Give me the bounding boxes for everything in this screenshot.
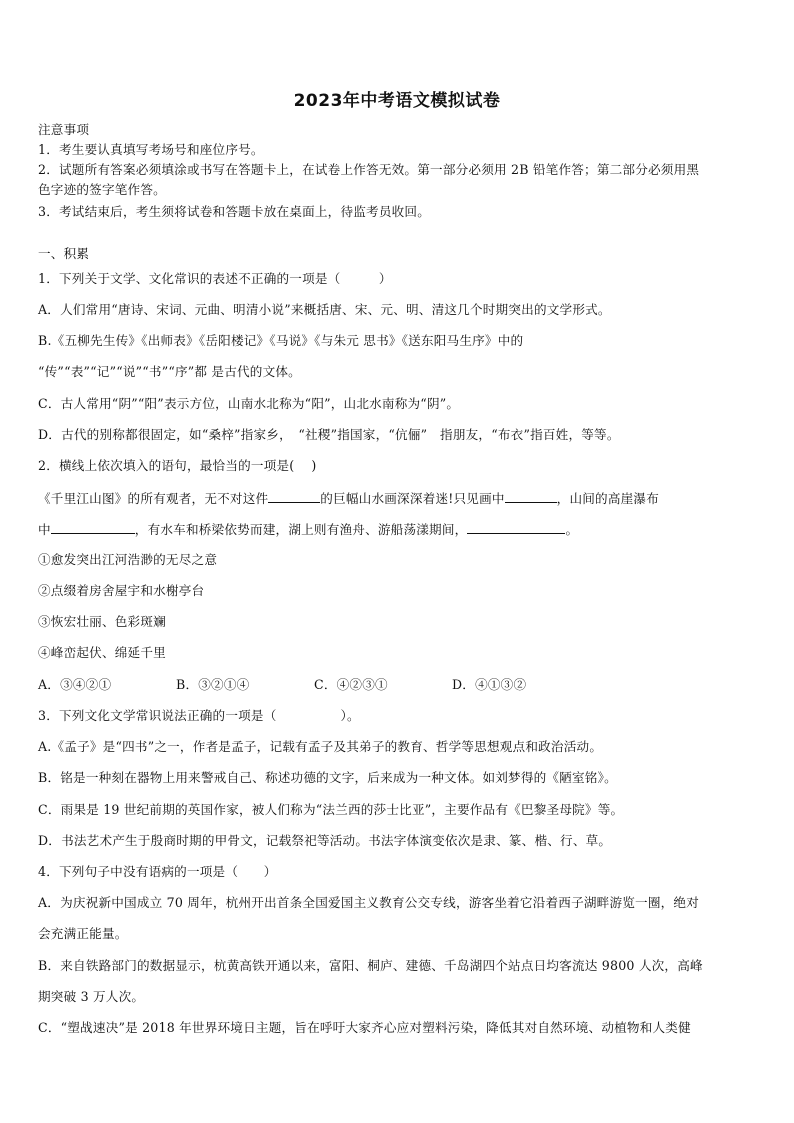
note-item: 3．考试结束后，考生须将试卷和答题卡放在桌面上，待监考员收回。 (38, 204, 431, 219)
q1-option-d: D．古代的别称都很固定，如“桑梓”指家乡， “社稷”指国家，“伉俪” 指朋友，“布衣”指百姓，等等。 (38, 427, 620, 442)
q2-choice-a: A．③④②① (38, 677, 112, 692)
q4-option-b: B．来自铁路部门的数据显示，杭黄高铁开通以来，富阳、桐庐、建德、千岛湖四个站点日均客流达 9800 人次，高峰 (38, 958, 703, 973)
notes-heading: 注意事项 (38, 122, 90, 137)
q3-option-c: C．雨果是 19 世纪前期的英国作家，被人们称为“法兰西的莎士比亚”，主要作品有《巴黎圣母院》等。 (38, 802, 624, 817)
q2-choice-b: B．③②①④ (176, 677, 250, 692)
q3-option-b: B．铭是一种刻在器物上用来警戒自己、称述功德的文字，后来成为一种文体。如刘梦得的《陋室铭》。 (38, 770, 617, 785)
q2-item: ①愈发突出江河浩渺的无尽之意 (38, 552, 218, 567)
q2-passage-line1 (38, 490, 760, 507)
q2-item: ④峰峦起伏、绵延千里 (38, 645, 166, 660)
q4-option-a: A．为庆祝新中国成立 70 周年，杭州开出首条全国爱国主义教育公交专线，游客坐着它沿着西子湖畔游览一圈，绝对 (38, 895, 700, 910)
q2-text: 。 (565, 522, 579, 537)
section-heading: 一、积累 (38, 246, 90, 261)
q1-option-a: A．人们常用“唐诗、宋词、元曲、明清小说”来概括唐、宋、元、明、清这几个时期突出的文学形式。 (38, 302, 611, 317)
q3-option-d: D．书法艺术产生于殷商时期的甲骨文，记载祭祀等活动。书法字体演变依次是隶、篆、楷、行、草。 (38, 833, 612, 848)
note-item: 2．试题所有答案必须填涂或书写在答题卡上，在试卷上作答无效。第一部分必须用 2B 铅笔作答；第二部分必须用黑 (38, 162, 700, 177)
q4-stem: 4．下列句子中没有语病的一项是（ ） (38, 864, 277, 879)
q4-option-c: C．“塑战速决”是 2018 年世界环境日主题，旨在呼吁大家齐心应对塑料污染，降低其对自然环境、动植物和人类健 (38, 1020, 691, 1035)
fill-blank (467, 521, 565, 534)
q1-option-b: B.《五柳先生传》《出师表》《岳阳楼记》《马说》《与朱元 思书》《送东阳马生序》中的 (38, 333, 524, 348)
note-item: 色字迹的签字笔作答。 (38, 182, 166, 197)
q2-stem: 2．横线上依次填入的语句，最恰当的一项是( ) (38, 458, 317, 473)
q2-choice-c: C．④②③① (314, 677, 388, 692)
fill-blank (505, 490, 557, 503)
q2-item: ③恢宏壮丽、色彩斑斓 (38, 614, 166, 629)
q2-choices (38, 677, 760, 693)
q1-stem: 1．下列关于文学、文化常识的表述不正确的一项是（ ） (38, 271, 392, 286)
q2-passage-line2 (38, 521, 760, 538)
q1-option-c: C．古人常用“阴”“阳”表示方位，山南水北称为“阳”，山北水南称为“阴”。 (38, 396, 460, 411)
q1-option-b-cont: “传”“表”“记”“说”“书”“序”都 是古代的文体。 (38, 364, 301, 379)
q4-option-b-cont: 期突破 3 万人次。 (38, 989, 145, 1004)
q2-text: 的巨幅山水画深深着迷!只见画中 (320, 491, 505, 506)
q2-item: ②点缀着房舍屋宇和水榭亭台 (38, 583, 205, 598)
page-title: 2023年中考语文模拟试卷 (293, 91, 501, 111)
q4-option-a-cont: 会充满正能量。 (38, 926, 128, 941)
fill-blank (268, 490, 320, 503)
note-item: 1．考生要认真填写考场号和座位序号。 (38, 142, 264, 157)
q2-text: ，山间的高崖瀑布 (556, 491, 660, 506)
q3-option-a: A.《孟子》是“四书”之一，作者是孟子，记载有孟子及其弟子的教育、哲学等思想观点和政治活动。 (38, 739, 603, 754)
q2-text: 中 (38, 522, 51, 537)
q3-stem: 3．下列文化文学常识说法正确的一项是（ ）。 (38, 708, 360, 723)
q2-choice-d: D．④①③② (452, 677, 527, 692)
q2-text: ，有水车和桥梁依势而建，湖上则有渔舟、游船荡漾期间， (134, 522, 468, 537)
q2-text: 《千里江山图》的所有观者，无不对这件 (38, 491, 269, 506)
fill-blank (51, 521, 135, 534)
